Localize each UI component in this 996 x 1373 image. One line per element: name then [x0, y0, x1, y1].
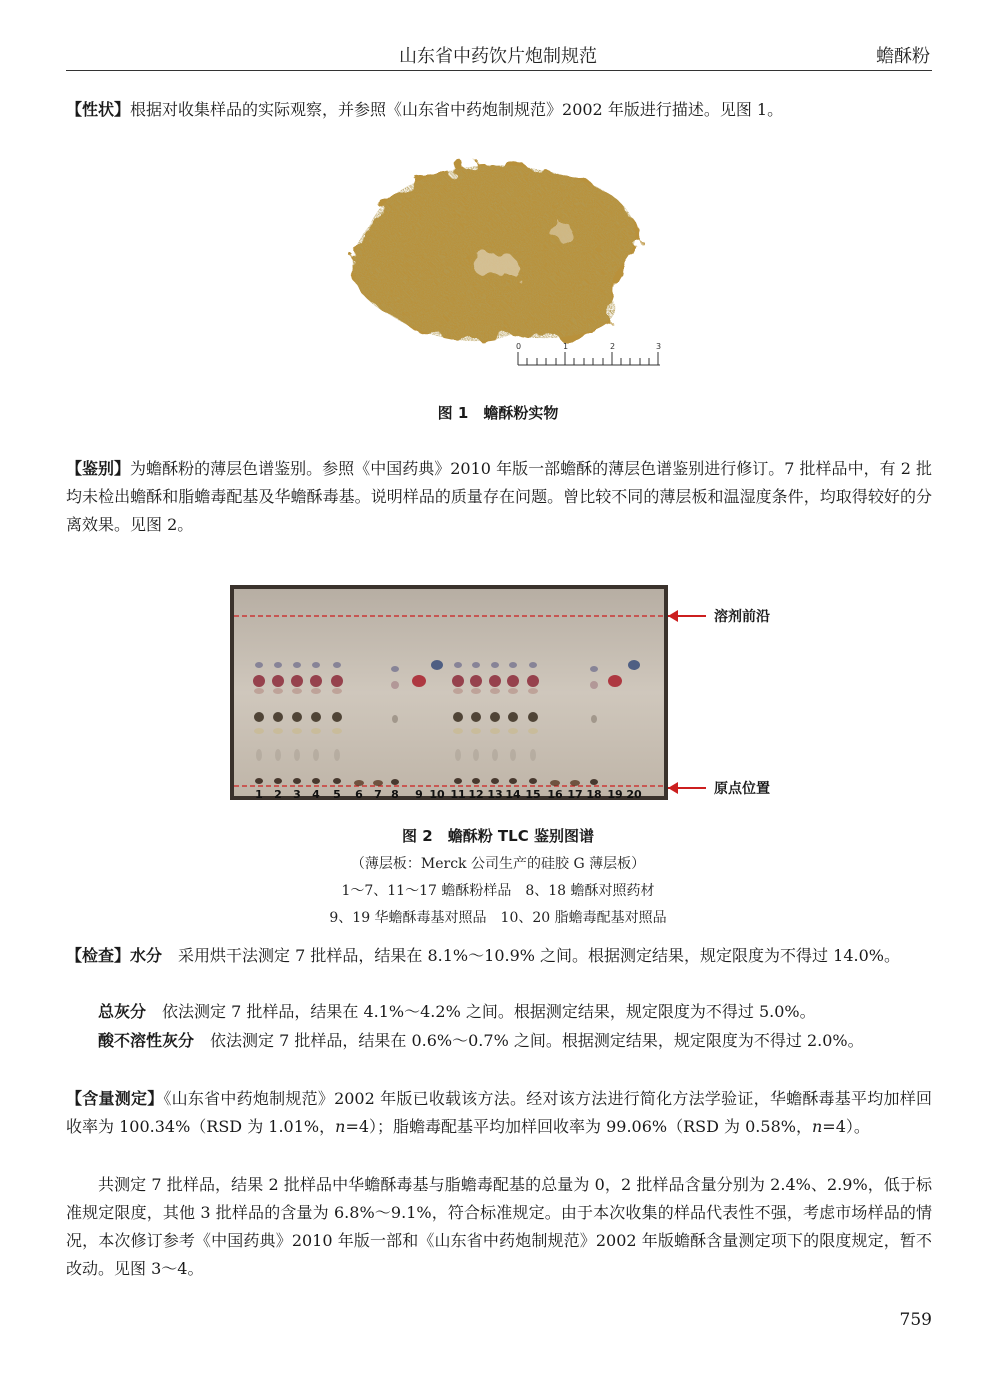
lane-label: 5 [333, 788, 341, 800]
running-header-title: 山东省中药饮片炮制规范 [399, 46, 597, 67]
figure-1-caption: 图 1 蟾酥粉实物 [437, 404, 559, 422]
hanliang-text: 《山东省中药炮制规范》2002 年版已收载该方法。经对该方法进行简化方法学验证，华蟾酥毒基平均加样回收率为 100.34%（RSD 为 1.01%， [66, 1089, 932, 1136]
ash-text: 依法测定 7 批样品，结果在 4.1%～4.2% 之间。根据测定结果，规定限度为不得过 5.0%。 [162, 1002, 816, 1021]
lane-label: 4 [312, 788, 320, 800]
acid-text: 依法测定 7 批样品，结果在 0.6%～0.7% 之间。根据测定结果，规定限度为不得过 2.0%。 [210, 1031, 864, 1050]
lane-label: 19 [607, 788, 623, 800]
n-symbol: n [811, 1117, 823, 1136]
lane-label: 11 [450, 788, 466, 800]
lane-label: 16 [547, 788, 563, 800]
jianbie-paragraph [66, 455, 932, 539]
scale-label: 3 [656, 342, 662, 351]
lane-label: 14 [505, 788, 521, 800]
jiancha-tag: 【检查】 [66, 946, 131, 965]
water-text: 采用烘干法测定 7 批样品，结果在 8.1%～10.9% 之间。根据测定结果，规定限度为不得过 14.0%。 [178, 946, 900, 965]
xingzhuang-text: 根据对收集样品的实际观察，并参照《山东省中药炮制规范》2002 年版进行描述。见图 1。 [130, 100, 784, 119]
ash-label: 总灰分 [98, 1002, 147, 1021]
scale-ruler [518, 352, 660, 365]
lane-label: 6 [355, 788, 363, 800]
hanliang-paragraph [66, 1085, 932, 1141]
lane-label: 17 [567, 788, 583, 800]
water-label: 水分 [130, 946, 163, 965]
jiancha-water-paragraph [66, 942, 932, 970]
lane-label: 1 [255, 788, 263, 800]
origin-label: 原点位置 [714, 781, 770, 797]
scale-label: 1 [563, 342, 569, 351]
acid-label: 酸不溶性灰分 [98, 1031, 195, 1050]
scale-label: 0 [516, 342, 522, 351]
n-symbol: n [335, 1117, 346, 1136]
header-divider [66, 70, 932, 71]
figure-2-caption: 图 2 蟾酥粉 TLC 鉴别图谱 [402, 827, 594, 845]
lane-label: 12 [468, 788, 484, 800]
origin-marker [668, 778, 788, 798]
lane-label: 10 [429, 788, 445, 800]
arrow-left-icon [668, 782, 678, 794]
jiancha-acid-paragraph [66, 1027, 932, 1055]
solvent-front-marker [668, 606, 788, 626]
lane-label: 15 [525, 788, 541, 800]
lane-label: 3 [293, 788, 301, 800]
lane-label: 18 [586, 788, 602, 800]
hanliang-text: =4）；脂蟾毒配基平均加样回收率为 99.06%（RSD 为 0.58%， [345, 1117, 812, 1136]
figure-1-powder-photo [330, 145, 670, 380]
page-number: 759 [899, 1310, 932, 1330]
lane-label: 2 [274, 788, 282, 800]
jianbie-tag: 【鉴别】 [66, 459, 131, 478]
arrow-left-icon [668, 610, 678, 622]
xingzhuang-tag: 【性状】 [66, 100, 131, 119]
hanliang-tag: 【含量测定】 [66, 1089, 164, 1108]
lane-label: 20 [626, 788, 642, 800]
figure-2-tlc-plate [230, 585, 668, 800]
running-header-section: 蟾酥粉 [876, 46, 930, 67]
scale-label: 2 [610, 342, 616, 351]
figure-2-note: （薄层板：Merck 公司生产的硅胶 G 薄层板） [350, 856, 646, 872]
jianbie-text: 为蟾酥粉的薄层色谱鉴别。参照《中国药典》2010 年版一部蟾酥的薄层色谱鉴别进行修订。7 批样品中，有 2 批均未检出蟾酥和脂蟾毒配基及华蟾酥毒基。说明样品的质量存在问题。曾比较不同的薄层板和温湿度条件，均取得较好的分离效果。见图 2。 [66, 459, 932, 534]
jiancha-ash-paragraph [66, 998, 932, 1026]
xingzhuang-paragraph [66, 96, 932, 124]
lane-label: 9 [415, 788, 423, 800]
figure-2-note: 9、19 华蟾酥毒基对照品 10、20 脂蟾毒配基对照品 [329, 910, 667, 926]
figure-2-note: 1～7、11～17 蟾酥粉样品 8、18 蟾酥对照药材 [341, 883, 655, 899]
lane-label: 8 [391, 788, 399, 800]
hanliang-text: =4）。 [822, 1117, 870, 1136]
hanliang-paragraph-2: 共测定 7 批样品，结果 2 批样品中华蟾酥毒基与脂蟾毒配基的总量为 0，2 批样品含量分别为 2.4%、2.9%，低于标准规定限度，其他 3 批样品的含量为 6.8%～9.1%，符合标准规定。由于本次收集的样品代表性不强，考虑市场样品的情况，本次修订参考《中国药典》2010 年版一部和《山东省中药炮制规范》2002 年版蟾酥含量测定项下的限度规定，暂不改动。见图 3～4。 [66, 1175, 932, 1278]
lane-label: 13 [487, 788, 503, 800]
solvent-front-label: 溶剂前沿 [714, 609, 770, 625]
lane-label: 7 [374, 788, 382, 800]
